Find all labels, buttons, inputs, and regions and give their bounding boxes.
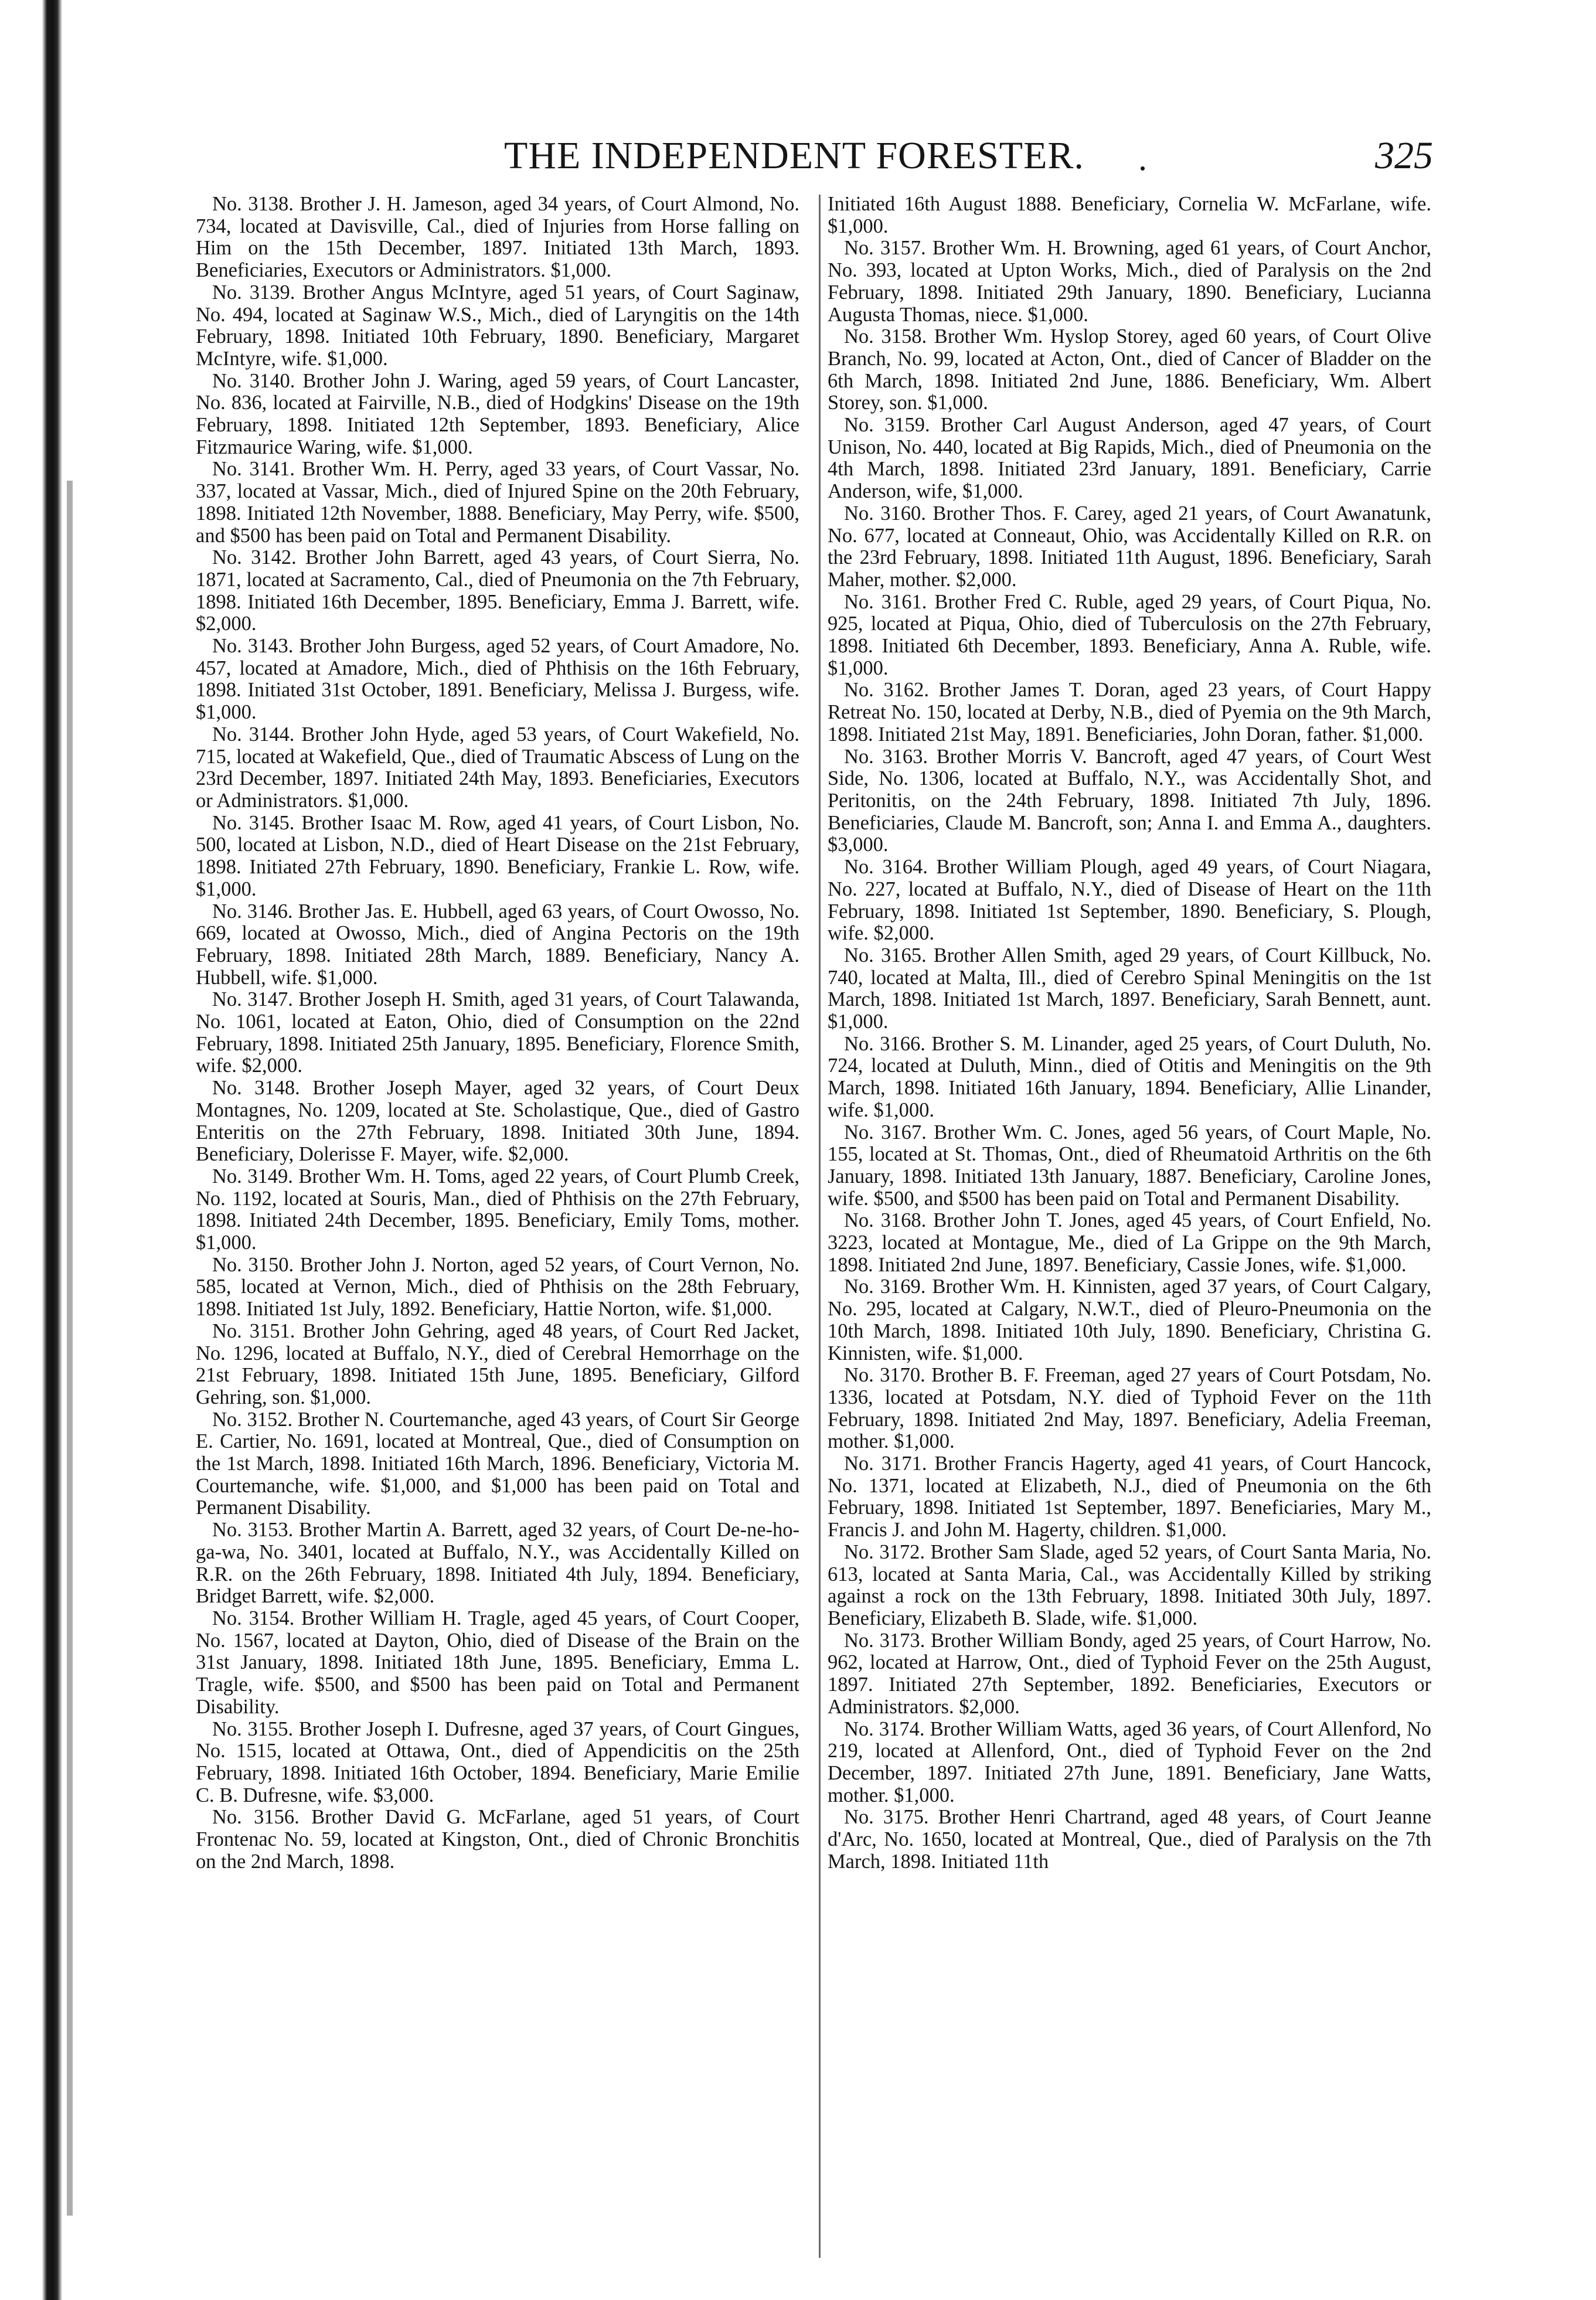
obituary-entry: No. 3174. Brother William Watts, aged 36 years, of Court Allenford, No 219, located at Allenford, Ont., died of Typhoid Fever on the 2nd December, 1897. Initiated 27th June, 1891. Beneficiary, Jane Watts, mother. $1,000. (828, 1717, 1431, 1806)
left-column (196, 193, 799, 2268)
obituary-entry: No. 3169. Brother Wm. H. Kinnisten, aged 37 years, of Court Calgary, No. 295, located at Calgary, N.W.T., died of Pleuro-Pneumonia on the 10th March, 1898. Initiated 10th July, 1890. Beneficiary, Christina G. Kinnisten, wife. $1,000. (828, 1275, 1431, 1365)
column-rule (819, 195, 821, 2258)
obituary-entry: No. 3168. Brother John T. Jones, aged 45 years, of Court Enfield, No. 3223, located at Montague, Me., died of La Grippe on the 9th March, 1898. Initiated 2nd June, 1897. Beneficiary, Cassie Jones, wife. $1,000. (828, 1209, 1431, 1276)
obituary-entry: Initiated 16th August 1888. Beneficiary, Cornelia W. McFarlane, wife. $1,000. (828, 193, 1431, 237)
obituary-entry: No. 3156. Brother David G. McFarlane, aged 51 years, of Court Frontenac No. 59, located at Kingston, Ont., died of Chronic Bronchitis on the 2nd March, 1898. (196, 1806, 799, 1873)
obituary-entry: No. 3154. Brother William H. Tragle, aged 45 years, of Court Cooper, No. 1567, located at Dayton, Ohio, died of Disease of the Brain on the 31st January, 1898. Initiated 18th June, 1895. Beneficiary, Emma L. Tragle, wife. $500, and $500 has been paid on Total and Permanent Disability. (196, 1607, 799, 1718)
obituary-entry: No. 3162. Brother James T. Doran, aged 23 years, of Court Happy Retreat No. 150, located at Derby, N.B., died of Pyemia on the 9th March, 1898. Initiated 21st May, 1891. Beneficiaries, John Doran, father. $1,000. (828, 679, 1431, 746)
obituary-entry: No. 3149. Brother Wm. H. Toms, aged 22 years, of Court Plumb Creek, No. 1192, located at Souris, Man., died of Phthisis on the 27th February, 1898. Initiated 24th December, 1895. Beneficiary, Emily Toms, mother. $1,000. (196, 1165, 799, 1254)
obituary-entry: No. 3150. Brother John J. Norton, aged 52 years, of Court Vernon, No. 585, located at Vernon, Mich., died of Phthisis on the 28th February, 1898. Initiated 1st July, 1892. Beneficiary, Hattie Norton, wife. $1,000. (196, 1253, 799, 1321)
obituary-entry: No. 3157. Brother Wm. H. Browning, aged 61 years, of Court Anchor, No. 393, located at Upton Works, Mich., died of Paralysis on the 2nd February, 1898. Initiated 29th January, 1890. Beneficiary, Lucianna Augusta Thomas, niece. $1,000. (828, 237, 1431, 326)
obituary-entry: No. 3144. Brother John Hyde, aged 53 years, of Court Wakefield, No. 715, located at Wakefield, Que., died of Traumatic Abscess of Lung on the 23rd December, 1897. Initiated 24th May, 1893. Beneficiaries, Executors or Administrators. $1,000. (196, 723, 799, 812)
obituary-entry: No. 3139. Brother Angus McIntyre, aged 51 years, of Court Saginaw, No. 494, located at Saginaw W.S., Mich., died of Laryngitis on the 14th February, 1898. Initiated 10th February, 1890. Beneficiary, Margaret McIntyre, wife. $1,000. (196, 281, 799, 370)
obituary-entry: No. 3146. Brother Jas. E. Hubbell, aged 63 years, of Court Owosso, No. 669, located at Owosso, Mich., died of Angina Pectoris on the 19th February, 1898. Initiated 28th March, 1889. Beneficiary, Nancy A. Hubbell, wife. $1,000. (196, 900, 799, 989)
obituary-entry: No. 3140. Brother John J. Waring, aged 59 years, of Court Lancaster, No. 836, located at Fairville, N.B., died of Hodgkins' Disease on the 19th February, 1898. Initiated 12th September, 1893. Beneficiary, Alice Fitzmaurice Waring, wife. $1,000. (196, 369, 799, 458)
obituary-entry: No. 3152. Brother N. Courtemanche, aged 43 years, of Court Sir George E. Cartier, No. 1691, located at Montreal, Que., died of Consumption on the 1st March, 1898. Initiated 16th March, 1896. Beneficiary, Victoria M. Courtemanche, wife. $1,000, and $1,000 has been paid on Total and Permanent Disability. (196, 1408, 799, 1519)
obituary-entry: No. 3175. Brother Henri Chartrand, aged 48 years, of Court Jeanne d'Arc, No. 1650, located at Montreal, Que., died of Paralysis on the 7th March, 1898. Initiated 11th (828, 1806, 1431, 1873)
obituary-entry: No. 3141. Brother Wm. H. Perry, aged 33 years, of Court Vassar, No. 337, located at Vassar, Mich., died of Injured Spine on the 20th February, 1898. Initiated 12th November, 1888. Beneficiary, May Perry, wife. $500, and $500 has been paid on Total and Permanent Disability. (196, 458, 799, 547)
obituary-entry: No. 3163. Brother Morris V. Bancroft, aged 47 years, of Court West Side, No. 1306, located at Buffalo, N.Y., was Accidentally Shot, and Peritonitis, on the 24th February, 1898. Initiated 7th July, 1896. Beneficiaries, Claude M. Bancroft, son; Anna I. and Emma A., daughters. $3,000. (828, 745, 1431, 856)
obituary-entry: No. 3173. Brother William Bondy, aged 25 years, of Court Harrow, No. 962, located at Harrow, Ont., died of Typhoid Fever on the 25th August, 1897. Initiated 27th September, 1892. Beneficiaries, Executors or Administrators. $2,000. (828, 1629, 1431, 1718)
obituary-entry: No. 3148. Brother Joseph Mayer, aged 32 years, of Court Deux Montagnes, No. 1209, located at Ste. Scholastique, Que., died of Gastro Enteritis on the 27th February, 1898. Initiated 30th June, 1894. Beneficiary, Dolerisse F. Mayer, wife. $2,000. (196, 1077, 799, 1166)
obituary-entry: No. 3159. Brother Carl August Anderson, aged 47 years, of Court Unison, No. 440, located at Big Rapids, Mich., died of Pneumonia on the 4th March, 1898. Initiated 23rd January, 1891. Beneficiary, Carrie Anderson, wife, $1,000. (828, 414, 1431, 503)
obituary-entry: No. 3138. Brother J. H. Jameson, aged 34 years, of Court Almond, No. 734, located at Davisville, Cal., died of Injuries from Horse falling on Him on the 15th December, 1897. Initiated 13th March, 1893. Beneficiaries, Executors or Administrators. $1,000. (196, 193, 799, 282)
obituary-entry: No. 3158. Brother Wm. Hyslop Storey, aged 60 years, of Court Olive Branch, No. 99, located at Acton, Ont., died of Cancer of Bladder on the 6th March, 1898. Initiated 2nd June, 1886. Beneficiary, Wm. Albert Storey, son. $1,000. (828, 325, 1431, 414)
obituary-entry: No. 3170. Brother B. F. Freeman, aged 27 years of Court Potsdam, No. 1336, located at Potsdam, N.Y. died of Typhoid Fever on the 11th February, 1898. Initiated 2nd May, 1897. Beneficiary, Adelia Freeman, mother. $1,000. (828, 1364, 1431, 1453)
obituary-entry: No. 3167. Brother Wm. C. Jones, aged 56 years, of Court Maple, No. 155, located at St. Thomas, Ont., died of Rheumatoid Arthritis on the 6th January, 1898. Initiated 13th January, 1887. Beneficiary, Caroline Jones, wife. $500, and $500 has been paid on Total and Permanent Disability. (828, 1121, 1431, 1210)
obituary-entry: No. 3166. Brother S. M. Linander, aged 25 years, of Court Duluth, No. 724, located at Duluth, Minn., died of Otitis and Meningitis on the 9th March, 1898. Initiated 16th January, 1894. Beneficiary, Allie Linander, wife. $1,000. (828, 1032, 1431, 1121)
obituary-entry: No. 3171. Brother Francis Hagerty, aged 41 years, of Court Hancock, No. 1371, located at Elizabeth, N.J., died of Pneumonia on the 6th February, 1898. Initiated 1st September, 1897. Beneficiaries, Mary M., Francis J. and John M. Hagerty, children. $1,000. (828, 1452, 1431, 1542)
obituary-entry: No. 3160. Brother Thos. F. Carey, aged 21 years, of Court Awanatunk, No. 677, located at Conneaut, Ohio, was Accidentally Killed on R.R. on the 23rd February, 1898. Initiated 11th August, 1896. Beneficiary, Sarah Maher, mother. $2,000. (828, 502, 1431, 591)
running-title: THE INDEPENDENT FORESTER. (504, 134, 1084, 177)
obituary-entry: No. 3143. Brother John Burgess, aged 52 years, of Court Amadore, No. 457, located at Amadore, Mich., died of Phthisis on the 16th February, 1898. Initiated 31st October, 1891. Beneficiary, Melissa J. Burgess, wife. $1,000. (196, 635, 799, 724)
page-header (176, 134, 1433, 189)
page-number: 325 (1375, 134, 1433, 177)
obituary-entry: No. 3147. Brother Joseph H. Smith, aged 31 years, of Court Talawanda, No. 1061, located at Eaton, Ohio, died of Consumption on the 22nd February, 1898. Initiated 25th January, 1895. Beneficiary, Florence Smith, wife. $2,000. (196, 988, 799, 1077)
right-column (828, 193, 1431, 2268)
obituary-entry: No. 3145. Brother Isaac M. Row, aged 41 years, of Court Lisbon, No. 500, located at Lisbon, N.D., died of Heart Disease on the 21st February, 1898. Initiated 27th February, 1890. Beneficiary, Frankie L. Row, wife. $1,000. (196, 811, 799, 900)
obituary-entry: No. 3155. Brother Joseph I. Dufresne, aged 37 years, of Court Gingues, No. 1515, located at Ottawa, Ont., died of Appendicitis on the 25th February, 1898. Initiated 16th October, 1894. Beneficiary, Marie Emilie C. B. Dufresne, wife. $3,000. (196, 1717, 799, 1806)
obituary-entry: No. 3161. Brother Fred C. Ruble, aged 29 years, of Court Piqua, No. 925, located at Piqua, Ohio, died of Tuberculosis on the 27th February, 1898. Initiated 6th December, 1893. Beneficiary, Anna A. Ruble, wife. $1,000. (828, 590, 1431, 679)
obituary-entry: No. 3153. Brother Martin A. Barrett, aged 32 years, of Court De-ne-ho-ga-wa, No. 3401, located at Buffalo, N.Y., was Accidentally Killed on R.R. on the 26th February, 1898. Initiated 4th July, 1894. Beneficiary, Bridget Barrett, wife. $2,000. (196, 1519, 799, 1608)
obituary-entry: No. 3164. Brother William Plough, aged 49 years, of Court Niagara, No. 227, located at Buffalo, N.Y., died of Disease of Heart on the 11th February, 1898. Initiated 1st September, 1890. Beneficiary, S. Plough, wife. $2,000. (828, 856, 1431, 945)
book-binding-edge (42, 0, 62, 2300)
obituary-entry: No. 3172. Brother Sam Slade, aged 52 years, of Court Santa Maria, No. 613, located at Santa Maria, Cal., was Accidentally Killed by striking against a rock on the 13th February, 1898. Initiated 30th July, 1897. Beneficiary, Elizabeth B. Slade, wife. $1,000. (828, 1540, 1431, 1629)
obituary-entry: No. 3142. Brother John Barrett, aged 43 years, of Court Sierra, No. 1871, located at Sacramento, Cal., died of Pneumonia on the 7th February, 1898. Initiated 16th December, 1895. Beneficiary, Emma J. Barrett, wife. $2,000. (196, 546, 799, 635)
obituary-entry: No. 3151. Brother John Gehring, aged 48 years, of Court Red Jacket, No. 1296, located at Buffalo, N.Y., died of Cerebral Hemorrhage on the 21st February, 1898. Initiated 15th June, 1895. Beneficiary, Gilford Gehring, son. $1,000. (196, 1319, 799, 1408)
book-binding-shadow (67, 481, 73, 2216)
obituary-entry: No. 3165. Brother Allen Smith, aged 29 years, of Court Killbuck, No. 740, located at Malta, Ill., died of Cerebro Spinal Meningitis on the 1st March, 1898. Initiated 1st March, 1897. Beneficiary, Sarah Bennett, aunt. $1,000. (828, 944, 1431, 1033)
header-dot: . (1138, 139, 1147, 178)
